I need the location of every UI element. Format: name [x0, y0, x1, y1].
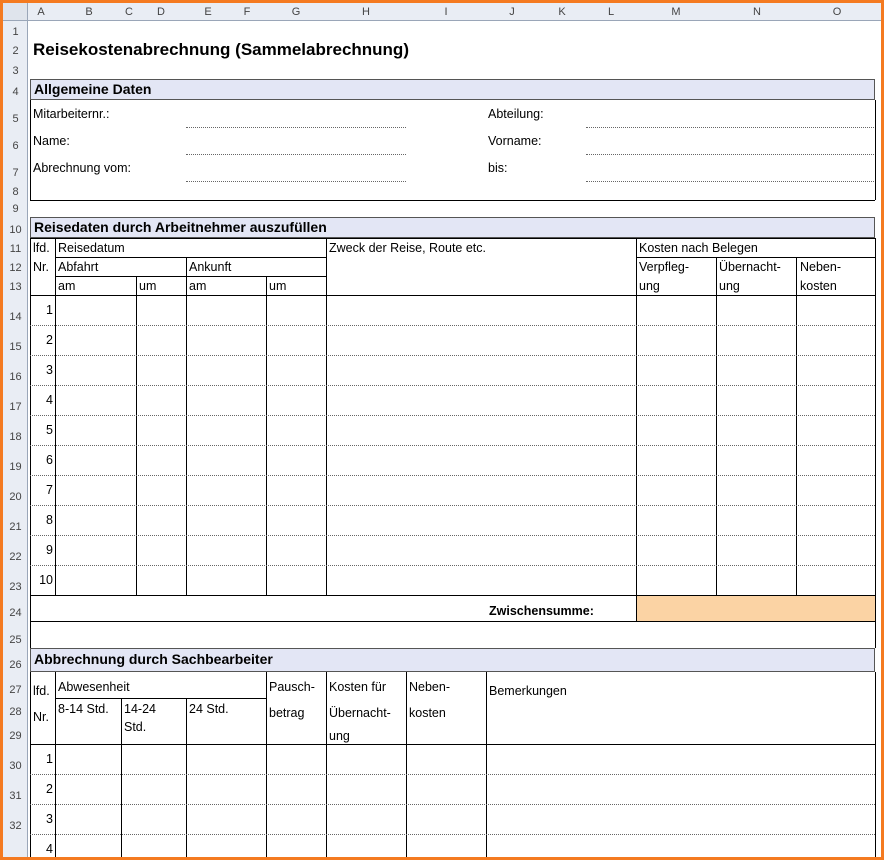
- field-period-from[interactable]: [186, 181, 406, 182]
- grid-line-h: [30, 295, 875, 296]
- label-first-name: Vorname:: [488, 134, 542, 148]
- row-header-32[interactable]: 32: [9, 820, 22, 832]
- row-header-26[interactable]: 26: [9, 659, 22, 671]
- travel-row-number: 9: [46, 543, 53, 557]
- grid-line-v: [55, 238, 56, 595]
- clerk-col-24: 24 Std.: [189, 702, 229, 716]
- row-header-30[interactable]: 30: [9, 760, 22, 772]
- field-name[interactable]: [186, 154, 406, 155]
- grid-line-v: [136, 276, 137, 595]
- grid-line-h: [30, 415, 875, 416]
- travel-col-zweck: Zweck der Reise, Route etc.: [329, 241, 487, 255]
- row-header-4[interactable]: 4: [12, 86, 19, 98]
- column-header-n[interactable]: N: [753, 6, 761, 18]
- travel-col-uebernacht-2: ung: [719, 279, 740, 293]
- general-border-right: [875, 100, 876, 200]
- row-header-12[interactable]: 12: [9, 262, 22, 274]
- grid-line-v: [875, 621, 876, 648]
- clerk-col-lfd: lfd.: [33, 684, 50, 698]
- row-header-7[interactable]: 7: [12, 167, 19, 179]
- subtotal-label: Zwischensumme:: [489, 604, 594, 618]
- clerk-col-pausch-1: Pausch-: [269, 680, 315, 694]
- row-header-15[interactable]: 15: [9, 341, 22, 353]
- row-header-21[interactable]: 21: [9, 521, 22, 533]
- grid-line-v: [875, 672, 876, 860]
- grid-line-h: [30, 238, 875, 239]
- clerk-col-pausch-2: betrag: [269, 706, 305, 720]
- label-employee-no: Mitarbeiternr.:: [33, 107, 110, 121]
- grid-line-v: [406, 672, 407, 860]
- travel-col-kosten: Kosten nach Belegen: [639, 241, 758, 255]
- row-header-31[interactable]: 31: [9, 790, 22, 802]
- grid-line-h: [55, 276, 326, 277]
- travel-row-number: 3: [46, 363, 53, 377]
- grid-line-v: [326, 672, 327, 860]
- row-header-10[interactable]: 10: [9, 224, 22, 236]
- row-header-24[interactable]: 24: [9, 607, 22, 619]
- clerk-col-kosten-2: Übernacht-: [329, 706, 391, 720]
- travel-col-reisedatum: Reisedatum: [58, 241, 125, 255]
- travel-col-abfahrt-am: am: [58, 279, 76, 293]
- row-header-14[interactable]: 14: [9, 311, 22, 323]
- row-header-22[interactable]: 22: [9, 551, 22, 563]
- grid-line-h: [55, 257, 326, 258]
- grid-line-h: [55, 698, 266, 699]
- travel-row-number: 6: [46, 453, 53, 467]
- clerk-row-number: 2: [46, 782, 53, 796]
- page-title: Reisekostenabrechnung (Sammelabrechnung): [33, 40, 409, 59]
- travel-col-ankunft-um: um: [269, 279, 287, 293]
- label-department: Abteilung:: [488, 107, 544, 121]
- row-header-27[interactable]: 27: [9, 684, 22, 696]
- grid-line-h: [30, 834, 875, 835]
- clerk-col-kosten-3: ung: [329, 729, 350, 743]
- subtotal-cells[interactable]: [637, 596, 875, 621]
- grid-line-h: [30, 804, 875, 805]
- column-header-m[interactable]: M: [671, 6, 681, 18]
- label-name: Name:: [33, 134, 70, 148]
- grid-line-h: [30, 774, 875, 775]
- row-header-9[interactable]: 9: [12, 203, 19, 215]
- row-header-18[interactable]: 18: [9, 431, 22, 443]
- row-header-20[interactable]: 20: [9, 491, 22, 503]
- general-border-bottom: [30, 200, 875, 201]
- grid-line-v: [716, 257, 717, 621]
- grid-line-h: [30, 744, 875, 745]
- travel-row-number: 1: [46, 303, 53, 317]
- general-border-left: [30, 100, 31, 200]
- column-header-c[interactable]: C: [125, 6, 133, 18]
- column-header-a[interactable]: A: [37, 6, 45, 18]
- grid-line-v: [326, 238, 327, 595]
- grid-line-h: [30, 535, 875, 536]
- section-travel-title: Reisedaten durch Arbeitnehmer auszufüllen: [34, 219, 327, 235]
- label-period-to: bis:: [488, 161, 508, 175]
- grid-line-h: [30, 355, 875, 356]
- column-header-b[interactable]: B: [85, 6, 93, 18]
- travel-row-number: 7: [46, 483, 53, 497]
- grid-line-v: [186, 257, 187, 595]
- grid-line-v: [121, 698, 122, 860]
- section-clerk-title: Abbrechnung durch Sachbearbeiter: [34, 651, 273, 667]
- row-header-16[interactable]: 16: [9, 371, 22, 383]
- grid-line-v: [266, 672, 267, 860]
- row-header-1[interactable]: 1: [12, 26, 19, 38]
- clerk-col-neben-1: Neben-: [409, 680, 450, 694]
- grid-line-v: [796, 257, 797, 621]
- travel-col-lfd: lfd.: [33, 241, 50, 255]
- clerk-col-bemerkungen: Bemerkungen: [489, 684, 567, 698]
- column-header-g[interactable]: G: [291, 6, 301, 18]
- clerk-col-nr: Nr.: [33, 710, 49, 724]
- row-header-11[interactable]: 11: [9, 243, 22, 255]
- grid-line-v: [30, 621, 31, 648]
- travel-col-verpfleg-2: ung: [639, 279, 660, 293]
- grid-line-h: [30, 621, 875, 622]
- clerk-row-number: 4: [46, 842, 53, 856]
- row-header-6[interactable]: 6: [12, 140, 19, 152]
- clerk-row-number: 3: [46, 812, 53, 826]
- row-header-19[interactable]: 19: [9, 461, 22, 473]
- section-general-header: [30, 79, 875, 100]
- column-header-d[interactable]: D: [157, 6, 165, 18]
- field-period-to[interactable]: [586, 181, 874, 182]
- travel-row-number: 5: [46, 423, 53, 437]
- column-header-k[interactable]: K: [558, 6, 566, 18]
- clerk-col-14-24-1: 14-24: [124, 702, 156, 716]
- grid-line-h: [30, 475, 875, 476]
- grid-line-h: [30, 385, 875, 386]
- clerk-col-8-14: 8-14 Std.: [58, 702, 109, 716]
- grid-line-h: [30, 565, 875, 566]
- row-header-17[interactable]: 17: [9, 401, 22, 413]
- grid-line-v: [186, 698, 187, 860]
- column-header-h[interactable]: H: [362, 6, 370, 18]
- column-header-j[interactable]: J: [509, 6, 515, 18]
- field-first-name[interactable]: [586, 154, 874, 155]
- grid-line-h: [30, 325, 875, 326]
- travel-col-neben-2: kosten: [800, 279, 837, 293]
- field-department[interactable]: [586, 127, 874, 128]
- row-header-28[interactable]: 28: [9, 706, 22, 718]
- spreadsheet: [3, 3, 881, 857]
- travel-col-verpfleg-1: Verpfleg-: [639, 260, 690, 274]
- clerk-row-number: 1: [46, 752, 53, 766]
- travel-col-ankunft: Ankunft: [189, 260, 232, 274]
- column-header-i[interactable]: I: [444, 6, 448, 18]
- travel-row-number: 2: [46, 333, 53, 347]
- field-employee-no[interactable]: [186, 127, 406, 128]
- clerk-col-kosten-1: Kosten für: [329, 680, 386, 694]
- travel-col-abfahrt-um: um: [139, 279, 157, 293]
- row-header-8[interactable]: 8: [12, 186, 19, 198]
- column-header-e[interactable]: E: [204, 6, 212, 18]
- travel-row-number: 4: [46, 393, 53, 407]
- grid-line-h: [30, 505, 875, 506]
- row-header-2[interactable]: 2: [12, 45, 19, 57]
- clerk-col-14-24-2: Std.: [124, 720, 147, 734]
- travel-col-abfahrt: Abfahrt: [58, 260, 99, 274]
- grid-line-v: [266, 276, 267, 595]
- row-header-23[interactable]: 23: [9, 581, 22, 593]
- grid-line-v: [486, 672, 487, 860]
- travel-col-neben-1: Neben-: [800, 260, 841, 274]
- row-header-25[interactable]: 25: [9, 634, 22, 646]
- row-header-13[interactable]: 13: [9, 281, 22, 293]
- travel-col-nr: Nr.: [33, 260, 49, 274]
- travel-col-uebernacht-1: Übernacht-: [719, 260, 781, 274]
- travel-col-ankunft-am: am: [189, 279, 207, 293]
- grid-line-v: [875, 238, 876, 621]
- clerk-col-neben-2: kosten: [409, 706, 446, 720]
- section-general-title: Allgemeine Daten: [34, 81, 152, 97]
- column-header-f[interactable]: F: [243, 6, 251, 18]
- grid-line-h: [636, 257, 875, 258]
- grid-line-v: [55, 672, 56, 860]
- column-header-l[interactable]: L: [607, 6, 615, 18]
- row-header-3[interactable]: 3: [12, 65, 19, 77]
- travel-row-number: 8: [46, 513, 53, 527]
- clerk-col-abwesenheit: Abwesenheit: [58, 680, 130, 694]
- label-period-from: Abrechnung vom:: [33, 161, 131, 175]
- travel-row-number: 10: [39, 573, 53, 587]
- row-header-29[interactable]: 29: [9, 730, 22, 742]
- column-header-o[interactable]: O: [832, 6, 842, 18]
- grid-line-h: [30, 445, 875, 446]
- row-header-5[interactable]: 5: [12, 113, 19, 125]
